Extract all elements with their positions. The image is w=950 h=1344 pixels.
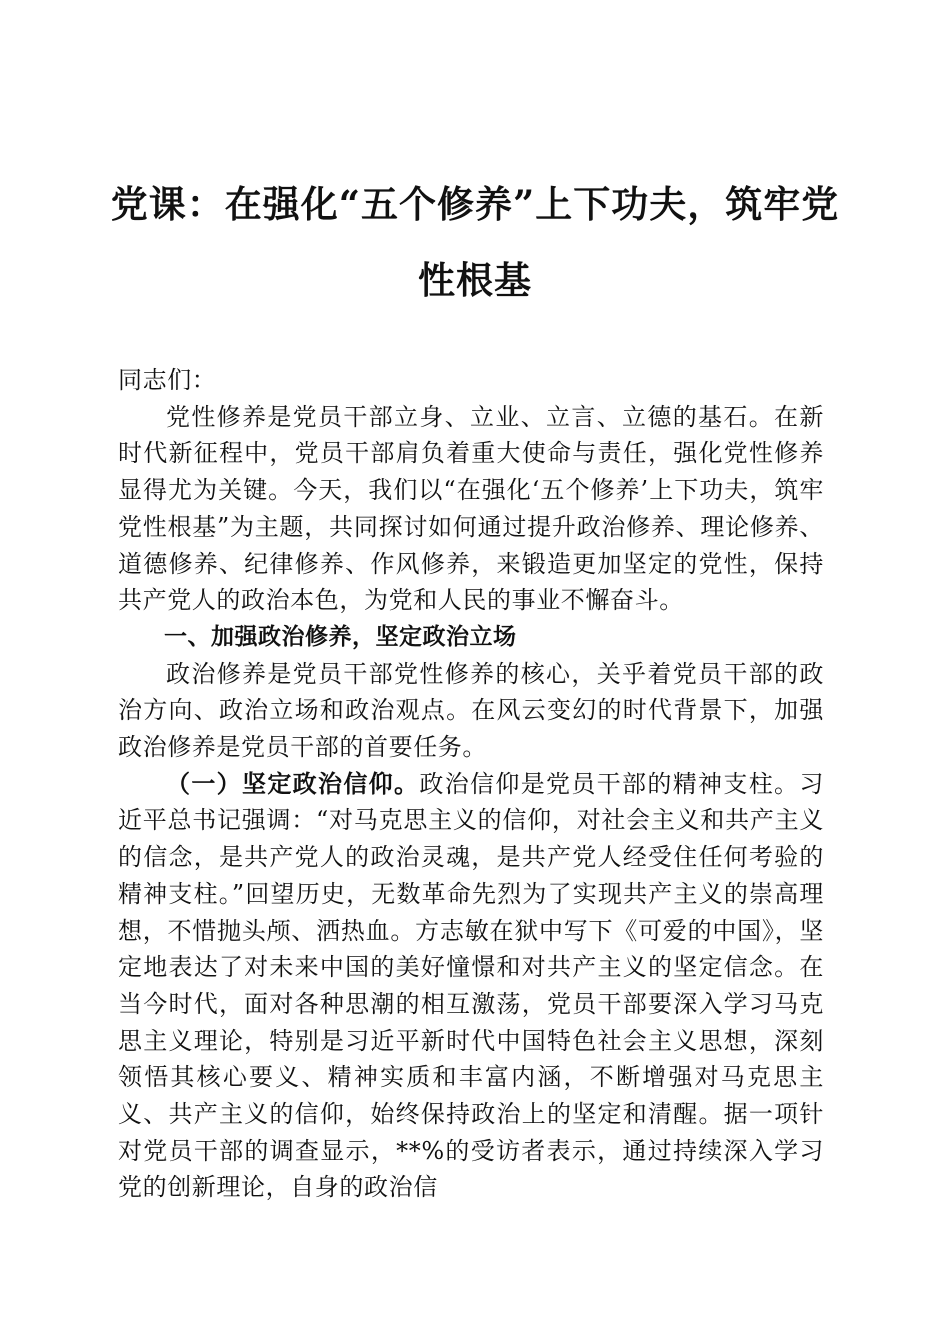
intro-paragraph: 党性修养是党员干部立身、立业、立言、立德的基石。在新时代新征程中，党员干部肩负着重大使命与责任，强化党性修养显得尤为关键。今天，我们以“在强化‘五个修养’上下功夫，筑牢党性根基”为主题，共同探讨如何通过提升政治修养、理论修养、道德修养、纪律修养、作风修养，来锻造更加坚定的党性，保持共产党人的政治本色，为党和人民的事业不懈奋斗。 bbox=[118, 402, 824, 615]
document-title: 党课：在强化“五个修养”上下功夫，筑牢党性根基 bbox=[110, 182, 840, 302]
subsection-heading: （一）坚定政治信仰。 bbox=[166, 768, 420, 798]
section-intro-paragraph: 政治修养是党员干部党性修养的核心，关乎着党员干部的政治方向、政治立场和政治观点。在风云变幻的时代背景下，加强政治修养是党员干部的首要任务。 bbox=[118, 659, 824, 762]
subsection-paragraph bbox=[118, 766, 824, 1206]
salutation: 同志们： bbox=[118, 366, 217, 394]
subsection-body: 政治信仰是党员干部的精神支柱。习近平总书记强调：“对马克思主义的信仰，对社会主义和共产主义的信念，是共产党人的政治灵魂，是共产党人经受住任何考验的精神支柱。”回望历史，无数革命先烈为了实现共产主义的崇高理想，不惜抛头颅、洒热血。方志敏在狱中写下《可爱的中国》，坚定地表达了对未来中国的美好憧憬和对共产主义的坚定信念。在当今时代，面对各种思潮的相互激荡，党员干部要深入学习马克思主义理论，特别是习近平新时代中国特色社会主义思想，深刻领悟其核心要义、精神实质和丰富内涵，不断增强对马克思主义、共产主义的信仰，始终保持政治上的坚定和清醒。据一项针对党员干部的调查显示，**%的受访者表示，通过持续深入学习党的创新理论，自身的政治信 bbox=[118, 769, 824, 1202]
document-body bbox=[118, 362, 824, 1206]
section-heading: 一、加强政治修养，坚定政治立场 bbox=[164, 623, 517, 650]
